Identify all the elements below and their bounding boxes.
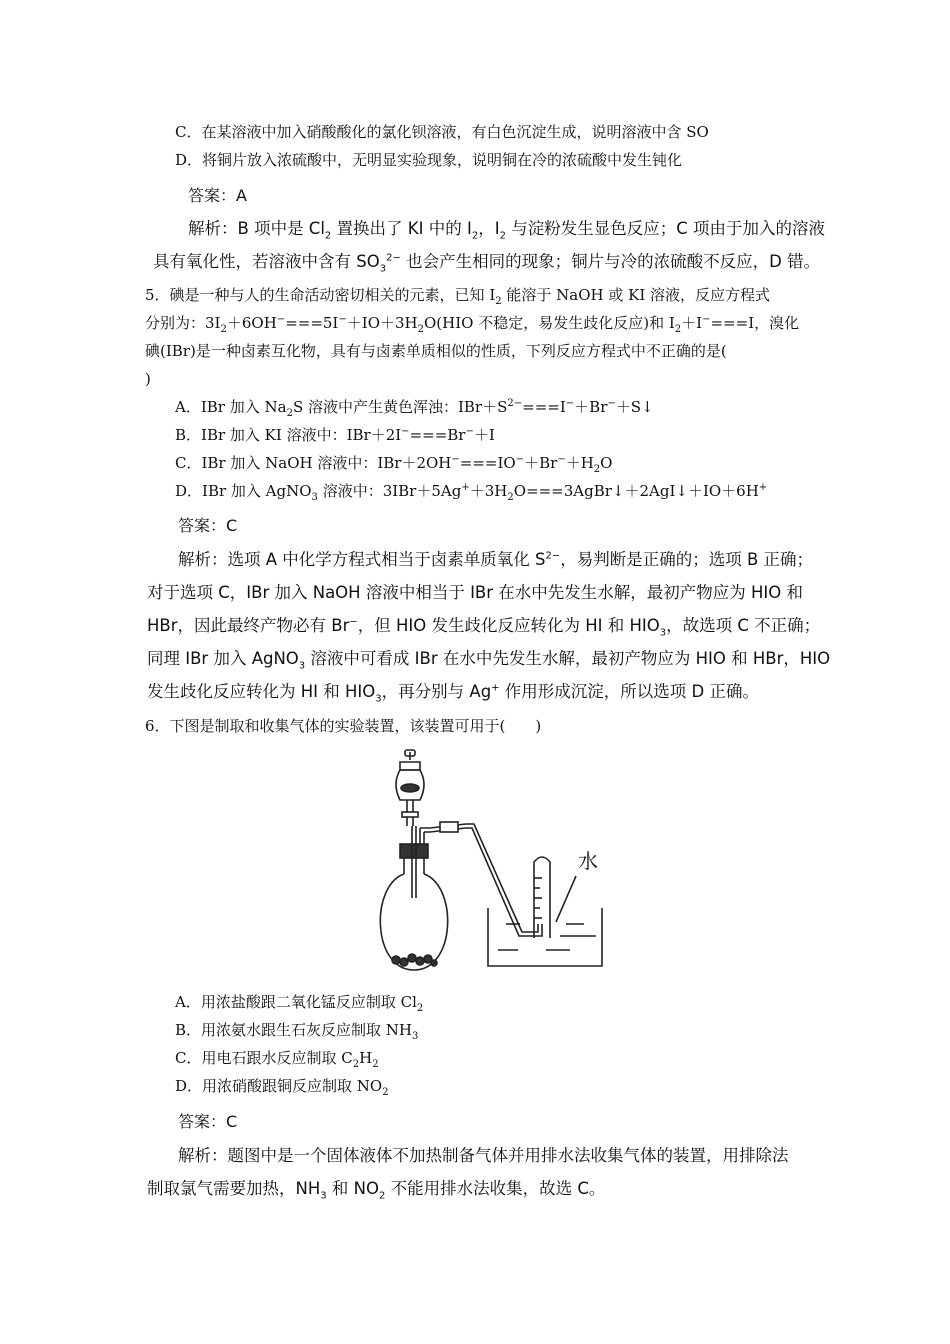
- label-leader-line: [556, 876, 576, 922]
- q4-explanation-line2: 具有氧化性，若溶液中含有 $SO_3^{2-}$ 也会产生相同的现象；铜片与冷的浓硫酸不反应，D 错。: [153, 252, 821, 275]
- q6-explanation-line1: 解析：题图中是一个固体液体不加热制备气体并用排水法收集气体的装置，用排除法: [178, 1146, 789, 1165]
- q5-stem-line1: 5．碘是一种与人的生命活动密切相关的元素，已知 $I_2$ 能溶于 NaOH 或 KI 溶液，反应方程式: [145, 286, 771, 307]
- q6-answer: 答案：C: [178, 1112, 238, 1131]
- q6-option-c: C．用电石跟水反应制取 $C_2H_2$: [175, 1049, 379, 1070]
- q6-stem: 6．下图是制取和收集气体的实验装置，该装置可用于( ): [145, 717, 542, 735]
- q6-option-a: A．用浓盐酸跟二氧化锰反应制取 $Cl_2$: [175, 993, 424, 1014]
- gas-apparatus-figure: [370, 748, 610, 978]
- water-trough: [488, 908, 602, 966]
- q6-option-b: B．用浓氨水跟生石灰反应制取 $NH_3$: [175, 1021, 419, 1042]
- separatory-funnel: [396, 750, 424, 826]
- q5-answer: 答案：C: [178, 516, 238, 535]
- q6-explanation-line2: 制取氯气需要加热，$NH_3$ 和 $NO_2$ 不能用排水法收集，故选 C。: [147, 1179, 606, 1202]
- q4-answer: 答案：A: [188, 186, 247, 205]
- q5-explanation-line4: 同理 IBr 加入 AgNO$_3$ 溶液中可看成 IBr 在水中先发生水解，最初产物应为 HIO 和 HBr，HIO: [147, 649, 831, 672]
- q4-option-c: C．在某溶液中加入硝酸酸化的氯化钡溶液，有白色沉淀生成，说明溶液中含 SO: [175, 123, 709, 141]
- q4-option-d: D．将铜片放入浓硫酸中，无明显实验现象，说明铜在冷的浓硫酸中发生钝化: [175, 151, 683, 169]
- q5-option-d: D．IBr 加入 AgNO$_3$ 溶液中：$3IBr+5Ag^++3H_2O===3AgBr↓+2AgI↓+IO+6H^+$: [175, 482, 768, 503]
- q6-option-d: D．用浓硝酸跟铜反应制取 $NO_2$: [175, 1077, 389, 1098]
- q5-option-a: A．IBr 加入 $Na_2S$ 溶液中产生黄色浑浊：$IBr+S^{2-}===I^-+Br^-+S↓$: [175, 398, 654, 419]
- q5-explanation-line1: 解析：选项 A 中化学方程式相当于卤素单质氧化 $S^{2-}$，易判断是正确的；选项 B 正确；: [178, 550, 814, 569]
- q5-stem-line3: 碘(IBr)是一种卤素互化物，具有与卤素单质相似的性质，下列反应方程式中不正确的是(: [145, 342, 727, 360]
- q4-explanation-line1: 解析：B 项中是 $Cl_2$ 置换出了 KI 中的 $I_2$，$I_2$ 与淀粉发生显色反应；C 项由于加入的溶液: [188, 219, 825, 242]
- round-bottom-flask: [380, 826, 447, 970]
- q5-stem-line4: ): [145, 370, 151, 388]
- q5-stem-line2: 分别为：$3I_2+6OH^-===5I^-+IO+3H_2O(HIO$ 不稳定，易发生歧化反应)和 $I_2+I^-===I$，溴化: [145, 314, 800, 335]
- q5-option-c: C．IBr 加入 NaOH 溶液中：$IBr+2OH^-===IO^-+Br^-+H_2O$: [175, 454, 613, 475]
- q5-explanation-line2: 对于选项 C，IBr 加入 NaOH 溶液中相当于 IBr 在水中先发生水解，最初产物应为 HIO 和: [147, 583, 804, 602]
- figure-label-water: 水: [578, 849, 598, 873]
- q5-explanation-line5: 发生歧化反应转化为 HI 和 $HIO_3$，再分别与 Ag+ 作用形成沉淀，所以选项 D 正确。: [147, 682, 760, 705]
- q5-option-b: B．IBr 加入 KI 溶液中：IBr＋2I−===Br−＋I: [175, 426, 495, 444]
- delivery-tube: [420, 822, 542, 936]
- q5-explanation-line3: HBr，因此最终产物必有 Br−，但 HIO 发生歧化反应转化为 HI 和 $HIO_3$，故选项 C 不正确；: [147, 616, 821, 639]
